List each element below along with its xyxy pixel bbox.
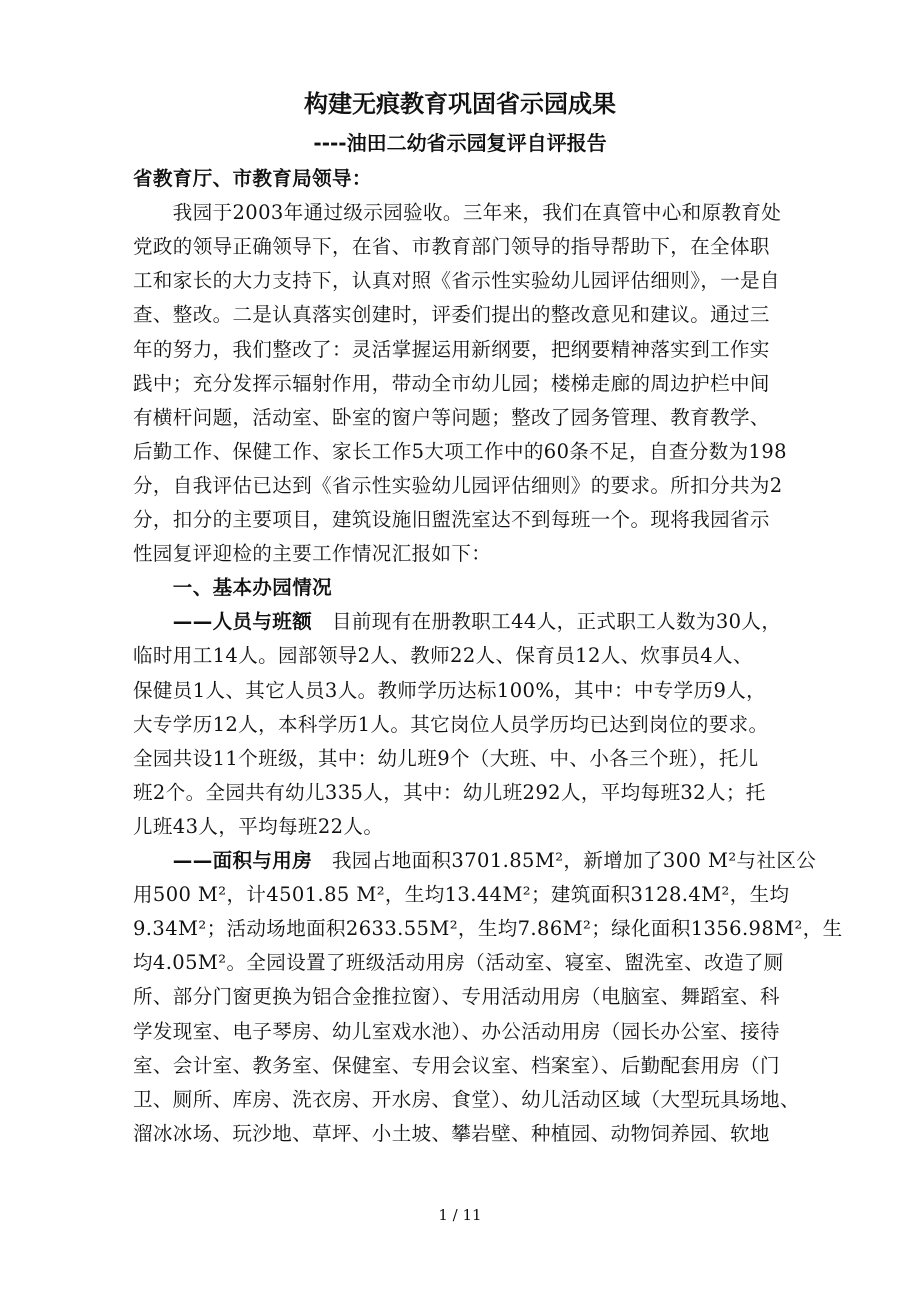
doc-line: [133, 196, 781, 230]
line-text: 卫、厕所、库房、洗衣房、开水房、食堂）、幼儿活动区域（大型玩具场地、: [133, 1087, 800, 1111]
line-text: 临时用工14人。园部领导2人、教师22人、保育员12人、炊事员4人、: [133, 644, 753, 668]
doc-title: 构建无痕教育巩固省示园成果: [304, 90, 616, 118]
line-text: 所、部分门窗更换为铝合金推拉窗）、专用活动用房（电脑室、舞蹈室、科: [133, 985, 780, 1009]
line-text: 性园复评迎检的主要工作情况汇报如下：: [133, 542, 492, 566]
line-text: 儿班43人，平均每班22人。: [133, 814, 384, 838]
doc-line: [133, 333, 770, 367]
line-text: 分，扣分的主要项目，建筑设施旧盥洗室达不到每班一个。现将我园省示: [133, 508, 770, 531]
line-text: 室、会计室、教务室、保健室、专用会议室、档案室）、后勤配套用房（门: [133, 1053, 780, 1077]
doc-line: [133, 844, 816, 878]
line-text: 大专学历12人，本科学历1人。其它岗位人员学历均已达到岗位的要求。: [133, 712, 769, 736]
doc-line: [133, 742, 759, 776]
doc-line: [133, 1083, 800, 1117]
line-text: 溜冰冰场、玩沙地、草坪、小土坡、攀岩壁、种植园、动物饲养园、软地: [133, 1121, 770, 1145]
doc-line: [133, 469, 783, 503]
doc-line: [133, 912, 843, 946]
line-text: 9.34M²；活动场地面积2633.55M²，生均7.86M²；绿化面积1356.98M²，生: [133, 917, 843, 941]
line-text: 省教育厅、市教育局领导：: [133, 167, 372, 190]
section-lead: ——人员与班额: [133, 610, 313, 634]
doc-line: [133, 674, 766, 708]
line-text: 有横杆问题，活动室、卧室的窗户等问题；整改了园务管理、教育教学、: [133, 405, 770, 429]
doc-line: [133, 230, 770, 264]
line-text: 查、整改。二是认真落实创建时，评委们提出的整改意见和建议。通过三: [133, 303, 770, 327]
line-text: 保健员1人、其它人员3人。教师学历达标100%，其中：中专学历9人，: [133, 678, 767, 702]
line-text: 目前现有在册教职工44人，正式职工人数为30人，: [312, 610, 782, 634]
doc-line: [133, 537, 491, 571]
doc-line: [133, 810, 383, 844]
section-lead: ——面积与用房: [133, 849, 313, 872]
line-text: 践中；充分发挥示辐射作用，带动全市幼儿园；楼梯走廊的周边护栏中间: [133, 371, 770, 395]
doc-line: [133, 264, 780, 298]
doc-line: [133, 298, 770, 332]
line-text: 均4.05M²。全园设置了班级活动用房（活动室、寝室、盥洗室、改造了厕: [133, 951, 784, 975]
doc-line: [133, 1049, 780, 1083]
line-text: 年的努力，我们整改了：灵活掌握运用新纲要，把纲要精神落实到工作实: [133, 337, 770, 361]
line-text: 工和家长的大力支持下，认真对照《省示性实验幼儿园评估细则》，一是自: [133, 269, 780, 293]
line-text: 党政的领导正确领导下，在省、市教育部门领导的指导帮助下，在全体职: [133, 235, 770, 259]
doc-line: [133, 401, 770, 435]
doc-line: [133, 503, 770, 537]
doc-line: [133, 571, 332, 605]
doc-line: [133, 776, 766, 810]
line-text: 后勤工作、保健工作、家长工作5大项工作中的60条不足，自查分数为198: [133, 439, 787, 463]
doc-line: [133, 946, 784, 980]
doc-line: [133, 1015, 780, 1049]
line-text: 班2个。全园共有幼儿335人，其中：幼儿班292人，平均每班32人；托: [133, 780, 766, 804]
doc-line: [133, 367, 770, 401]
line-text: 一、基本办园情况: [133, 576, 333, 600]
line-text: 分，自我评估已达到《省示性实验幼儿园评估细则》的要求。所扣分共为2: [133, 473, 783, 497]
doc-line: [133, 435, 787, 469]
doc-line: [133, 162, 372, 196]
line-text: 我园于2003年通过级示园验收。三年来，我们在真管中心和原教育处: [133, 201, 782, 225]
line-text: 全园共设11个班级，其中：幼儿班9个（大班、中、小各三个班），托儿: [133, 746, 759, 770]
line-text: 我园占地面积3701.85M²，新增加了300 M²与社区公: [312, 849, 817, 872]
line-text: 学发现室、电子琴房、幼儿室戏水池）、办公活动用房（园长办公室、接待: [133, 1019, 780, 1043]
doc-line: [133, 639, 753, 673]
line-text: 用500 M²，计4501.85 M²，生均13.44M²；建筑面积3128.4M²，生均: [133, 883, 790, 907]
doc-line: [133, 1117, 770, 1151]
doc-line: [133, 605, 781, 639]
doc-subtitle: ----油田二幼省示园复评自评报告: [313, 131, 607, 155]
doc-line: [133, 980, 780, 1014]
doc-line: [133, 708, 768, 742]
doc-line: [133, 878, 789, 912]
page-number: 1 / 11: [438, 1206, 482, 1224]
